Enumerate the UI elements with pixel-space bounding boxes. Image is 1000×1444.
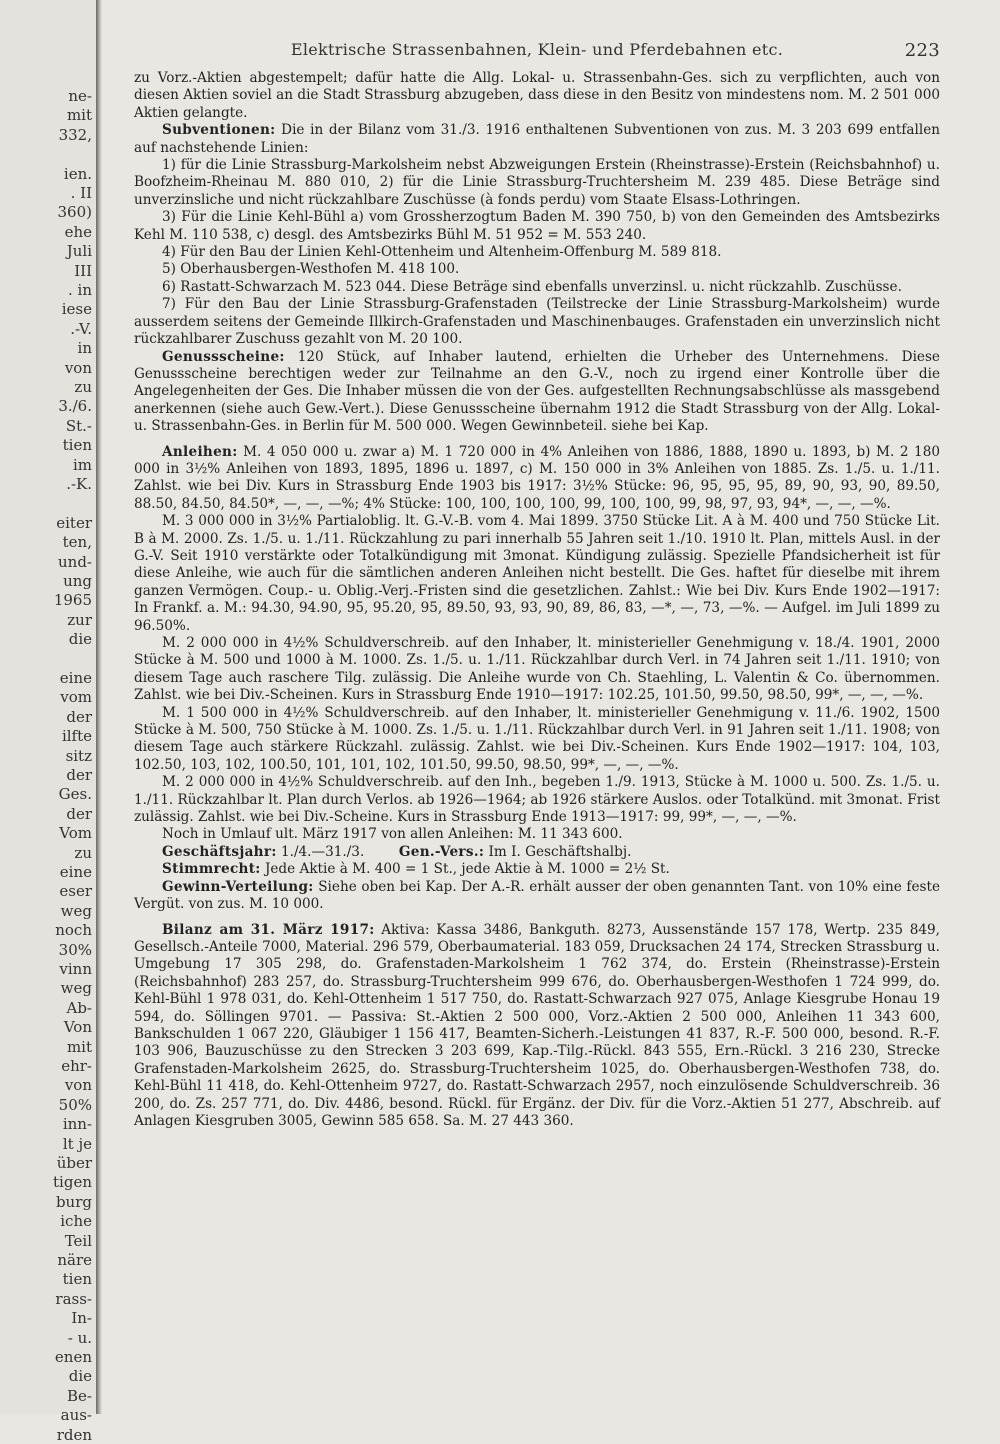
margin-fragment: zu	[74, 378, 92, 396]
margin-fragment: mit	[66, 1037, 92, 1056]
margin-fragment: III	[74, 261, 92, 280]
margin-fragment: Ges.	[58, 785, 92, 804]
paragraph-stimmrecht: Stimmrecht: Jede Aktie à M. 400 = 1 St., jede Aktie à M. 1000 = 2½ St.	[162, 861, 670, 878]
section-heading: Genussscheine:	[162, 348, 285, 365]
margin-fragment: sitz	[65, 746, 92, 765]
margin-fragment: weg	[60, 901, 92, 920]
section-heading: Gen.-Vers.:	[398, 843, 485, 860]
paragraph-subventionen: Subventionen: Die in der Bilanz vom 31./3. 1916 enthaltenen Subventionen von zus. M. 3 203 699 entfallen auf nachstehende Linien:	[134, 122, 941, 156]
page	[134, 40, 940, 1130]
margin-fragment: der	[66, 707, 92, 726]
margin-fragment: der	[66, 804, 92, 823]
margin-fragment: vinn	[59, 960, 92, 978]
paragraph-anleihe-2000000-1913: M. 2 000 000 in 4½% Schuldverschreib. auf den Inh., begeben 1./9. 1913, Stücke à M. 1000 u. 500. Zs. 1./5. u. 1./11. Rückzahlbar lt. Plan durch Verlos. ab 1926—1964; ab 1926 stärkere Auslos. oder Totalkünd. mit 3monat. Frist zulässig. Zahlst. wie bei Div.-Scheine. Kurs in Strassburg Ende 1913—1917: 99, 99*, —, —, —%.	[134, 774, 940, 826]
margin-fragment: ung	[63, 572, 92, 590]
paragraph-genussscheine: Genussscheine: 120 Stück, auf Inhaber lautend, erhielten die Urheber des Unternehmens. Diese Genussscheine berechtigen weder zur Teilnahme an den G.-V., noch zu irgend einer Kontrolle über die Angelegenheiten der Ges. Die Inhaber müssen die von der Ges. aufgestellten Rechnungsabschlüsse als massgebend anerkennen (siehe auch Gew.-Vert.). Diese Genussscheine übernahm 1912 die Stadt Strassburg von der Allg. Lokal- u. Strassenbahn-Ges. in Berlin für M. 500 000. Wegen Gewinnbeteil. siehe bei Kap.	[134, 348, 940, 435]
margin-fragment: eser	[59, 882, 92, 901]
body-text	[134, 70, 940, 1130]
margin-fragment: die	[68, 630, 92, 649]
margin-fragment: eiter	[56, 513, 92, 532]
margin-fragment: 30%	[58, 940, 92, 959]
margin-fragment: inn-	[62, 1115, 92, 1134]
binding-shadow	[96, 0, 102, 1414]
margin-fragment: eine	[59, 863, 92, 881]
paragraph-anleihe-1500000: M. 1 500 000 in 4½% Schuldverschreib. auf den Inhaber, lt. ministerieller Genehmigung v. 11./6. 1902, 1500 Stücke à M. 500, 750 Stücke à M. 1000. Zs. 1./5. u. 1./11. Rückzahlbar durch Verl. in 91 Jahren seit 1./11. 1908; von diesem Tage auch stärkere Rückzahl. zulässig. Zahlst. wie bei Div.-Scheinen. Kurs Ende 1902—1917: 104, 103, 102.50, 103, 102, 100.50, 101, 101, 102, 101.50, 99.50, 98.50, 99*, —, —, —%.	[134, 704, 940, 773]
margin-fragment: iese	[61, 300, 92, 319]
margin-fragment: ehe	[64, 222, 92, 241]
margin-fragment: ten,	[62, 533, 92, 552]
section-heading: Anleihen:	[162, 443, 238, 460]
margin-fragment: eine	[59, 669, 92, 687]
running-head-title: Elektrische Strassenbahnen, Klein- und Pferdebahnen etc.	[290, 40, 784, 59]
margin-fragment: die	[68, 1367, 92, 1386]
margin-fragment: - u.	[67, 1328, 92, 1347]
paragraph-anleihe-3000000: M. 3 000 000 in 3½% Partialoblig. lt. G.-V.-B. vom 4. Mai 1899. 3750 Stücke Lit. A à M. 400 und 750 Stücke Lit. B à M. 2000. Zs. 1./5. u. 1./11. Rückzahlung zu pari innerhalb 55 Jahren seit 1./10. 1910 lt. Plan, mittels Ausl. in der G.-V. Seit 1910 verstärkte oder Totalkündigung mit 3monat. Kündigung zulässig. Spezielle Pfandsicherheit ist für diese Anleihe, wie auch für die sämtlichen anderen Anleihen nicht bestellt. Die Ges. haftet für dieselbe mit ihrem ganzen Vermögen. Coup.- u. Oblig.-Verj.-Fristen sind die gesetzlichen. Zahlst.: Wie bei Div. Kurs Ende 1902—1917: In Frankf. a. M.: 94.30, 94.90, 95, 95.20, 95, 89.50, 93, 93, 90, 89, 86, 83, —*, —, 73, —%. — Aufgel. im Juli 1899 zu 96.50%.	[134, 513, 940, 634]
margin-fragment: . II	[70, 184, 92, 202]
paragraph-subvention-1-2: 1) für die Linie Strassburg-Markolsheim nebst Abzweigungen Erstein (Rheinstrasse)-Erstein (Reichsbahnhof) u. Boofzheim-Rheinau M. 880 010, 2) für die Linie Strassburg-Truchtersheim M. 239 485. Diese Beträge sind unverzinsliche und nicht rückzahlbare Zuschüsse (à fonds perdu) vom Staate Elsass-Lothringen.	[134, 157, 940, 208]
margin-fragment: iche	[60, 1212, 92, 1231]
margin-fragment: 332,	[58, 125, 92, 144]
section-heading: Stimmrecht:	[162, 861, 261, 878]
margin-fragment: burg	[55, 1192, 92, 1211]
margin-fragment: noch	[55, 921, 92, 940]
margin-fragment: in	[77, 339, 92, 358]
left-margin-previous-page	[0, 0, 96, 1444]
margin-fragment: und-	[58, 552, 92, 571]
paragraph-aktien-fortsetzung: zu Vorz.-Aktien abgestempelt; dafür hatte die Allg. Lokal- u. Strassenbahn-Ges. sich zu verpflichten, auch von diesen Aktien soviel an die Stadt Strassburg abzugeben, dass diese in den Besitz von mindestens nom. M. 2 501 000 Aktien gelangte.	[134, 70, 940, 121]
margin-fragment: rass-	[55, 1289, 92, 1308]
section-heading: Gewinn-Verteilung:	[162, 878, 314, 895]
margin-fragment: lt je	[62, 1134, 92, 1153]
margin-fragment: näre	[57, 1251, 92, 1269]
margin-fragment: weg	[60, 979, 92, 998]
page-number: 223	[904, 40, 940, 61]
section-heading: Subventionen:	[162, 122, 276, 139]
paragraph-gewinn-verteilung: Gewinn-Verteilung: Siehe oben bei Kap. Der A.-R. erhält ausser der oben genannten Tant. von 10% eine feste Vergüt. von zus. M. 10 000.	[134, 878, 940, 913]
paragraph-subvention-7: 7) Für den Bau der Linie Strassburg-Grafenstaden (Teilstrecke der Linie Strassburg-Markolsheim) wurde ausserdem seitens der Gemeinde Illkirch-Grafenstaden und Maschinenbauges. Grafenstaden ein unverzinslich nicht rückzahlbarer Zuschuss gezahlt von M. 20 100.	[134, 296, 940, 348]
running-head	[134, 40, 940, 70]
margin-fragment: von	[64, 1076, 92, 1095]
margin-fragment: aus-	[60, 1406, 92, 1425]
margin-fragment: tien	[62, 1270, 92, 1289]
margin-fragment: Be-	[67, 1386, 92, 1405]
margin-fragment: enen	[54, 1348, 92, 1366]
margin-fragment: Vom	[59, 824, 92, 843]
margin-fragment: 360)	[57, 203, 92, 222]
paragraph-umlauf: Noch in Umlauf ult. März 1917 von allen Anleihen: M. 11 343 600.	[162, 826, 623, 843]
margin-fragment: ien.	[63, 164, 92, 183]
paragraph-geschaeftsjahr: Geschäftsjahr: 1./4.—31./3. Gen.-Vers.: Im I. Geschäftshalbj.	[162, 843, 632, 860]
margin-fragment: .-V.	[70, 319, 92, 338]
margin-fragment: In-	[71, 1309, 92, 1328]
margin-fragment: tien	[62, 436, 92, 455]
margin-fragment: im	[72, 455, 92, 474]
section-heading: Geschäftsjahr:	[162, 843, 277, 860]
paragraph-bilanz: Bilanz am 31. März 1917: Aktiva: Kassa 3486, Bankguth. 8273, Aussenstände 157 178, Wertp. 235 849, Gesellsch.-Anteile 7000, Material. 296 579, Oberbaumaterial. 183 059, Drucksachen 24 174, Strecken Strassburg u. Umgebung 17 305 298, do. Grafenstaden-Markolsheim 1 762 374, do. Erstein (Rheinstrasse)-Erstein (Reichsbahnhof) 283 257, do. Strassburg-Truchtersheim 999 676, do. Oberhausbergen-Westhofen 1 724 999, do. Kehl-Bühl 1 978 031, do. Kehl-Ottenheim 1 517 750, do. Rastatt-Schwarzach 927 075, Anlage Kiesgrube Honau 19 594, do. Söllingen 9701. — Passiva: St.-Aktien 2 500 000, Vorz.-Aktien 2 500 000, Anleihen 11 343 600, Bankschulden 1 067 220, Gläubiger 1 156 417, Beamten-Sicherh.-Leistungen 41 837, R.-F. 500 000, besond. R.-F. 103 906, Bauzuschüsse zu den Strecken 3 203 699, Kap.-Tilg.-Rückl. 843 555, Ern.-Rückl. 3 216 230, Strecke Grafenstaden-Markolsheim 2625, do. Strassburg-Truchtersheim 1025, do. Oberhausbergen-Westhofen 738, do. Kehl-Bühl 11 418, do. Kehl-Ottenheim 9727, do. Rastatt-Schwarzach 2957, noch einzulösende Schuldverschreib. 36 200, do. Zs. 257 771, do. Div. 4486, besond. Rückl. für Ergänz. der Div. für die Vorz.-Aktien 51 277, Abschreib. auf Anlagen Kiesgruben 3005, Gewinn 585 658. Sa. M. 27 443 360.	[134, 921, 940, 1129]
margin-fragment: ilfte	[61, 727, 92, 746]
margin-fragment: . in	[68, 281, 92, 299]
paragraph-subvention-3: 3) Für die Linie Kehl-Bühl a) vom Grossherzogtum Baden M. 390 750, b) von den Gemeinden des Amtsbezirks Kehl M. 110 538, c) desgl. des Amtsbezirks Bühl M. 51 952 = M. 553 240.	[134, 209, 940, 243]
margin-fragment: zu	[74, 843, 92, 862]
margin-fragment: mit	[66, 106, 92, 125]
paragraph-subvention-4: 4) Für den Bau der Linien Kehl-Ottenheim und Altenheim-Offenburg M. 589 818.	[162, 244, 722, 261]
margin-fragment: vom	[60, 688, 92, 707]
paragraph-anleihe-2000000-1901: M. 2 000 000 in 4½% Schuldverschreib. auf den Inhaber, lt. ministerieller Genehmigung v. 18./4. 1901, 2000 Stücke à M. 500 und 1000 à M. 1000. Zs. 1./5. u. 1./11. Rückzahlbar durch Verl. in 74 Jahren seit 1./11. 1910; von diesem Tage auch raschere Tilg. zulässig. Die Anleihe wurde von Ch. Staehling, L. Valentin & Co. übernommen. Zahlst. wie bei Div.-Scheinen. Kurs in Strassburg Ende 1910—1917: 102.25, 101.50, 99.50, 98.50, 99*, —, —, —%.	[134, 635, 940, 704]
margin-fragment: 3./6.	[58, 397, 92, 416]
paragraph-anleihen: Anleihen: M. 4 050 000 u. zwar a) M. 1 720 000 in 4% Anleihen von 1886, 1888, 1890 u. 1893, b) M. 2 180 000 in 3½% Anleihen von 1893, 1895, 1896 u. 1897, c) M. 150 000 in 3% Anleihen von 1885. Zs. 1./5. u. 1./11. Zahlst. wie bei Div. Kurs in Strassburg Ende 1903 bis 1917: 3½% Stücke: 96, 95, 95, 95, 89, 90, 93, 90, 89.50, 88.50, 84.50, 84.50*, —, —, —%; 4% Stücke: 100, 100, 100, 100, 99, 100, 100, 99, 98, 97, 93, 94*, —, —, —%.	[134, 443, 940, 512]
paragraph-subvention-5: 5) Oberhausbergen-Westhofen M. 418 100.	[162, 261, 460, 278]
paragraph-subvention-6: 6) Rastatt-Schwarzach M. 523 044. Diese Beträge sind ebenfalls unverzinsl. u. nicht rückzahlb. Zuschüsse.	[162, 278, 902, 295]
margin-fragment: über	[56, 1154, 92, 1172]
margin-fragment: .-K.	[66, 475, 92, 493]
margin-fragment: Ab-	[66, 998, 92, 1017]
margin-fragment: 50%	[58, 1095, 92, 1114]
section-heading: Bilanz am 31. März 1917:	[162, 921, 375, 938]
margin-fragment: rden	[56, 1425, 92, 1444]
margin-fragment: St.-	[65, 416, 92, 435]
margin-fragment: Juli	[66, 242, 92, 261]
margin-fragment: ehr-	[61, 1057, 92, 1075]
margin-fragment: zur	[67, 610, 92, 629]
margin-fragment: von	[64, 358, 92, 377]
margin-fragment: ne-	[68, 87, 92, 105]
margin-fragment: Teil	[64, 1231, 92, 1250]
margin-fragment: Von	[63, 1018, 92, 1037]
margin-fragment: der	[66, 766, 92, 784]
margin-fragment: tigen	[53, 1173, 92, 1192]
margin-fragment: 1965	[53, 591, 92, 610]
